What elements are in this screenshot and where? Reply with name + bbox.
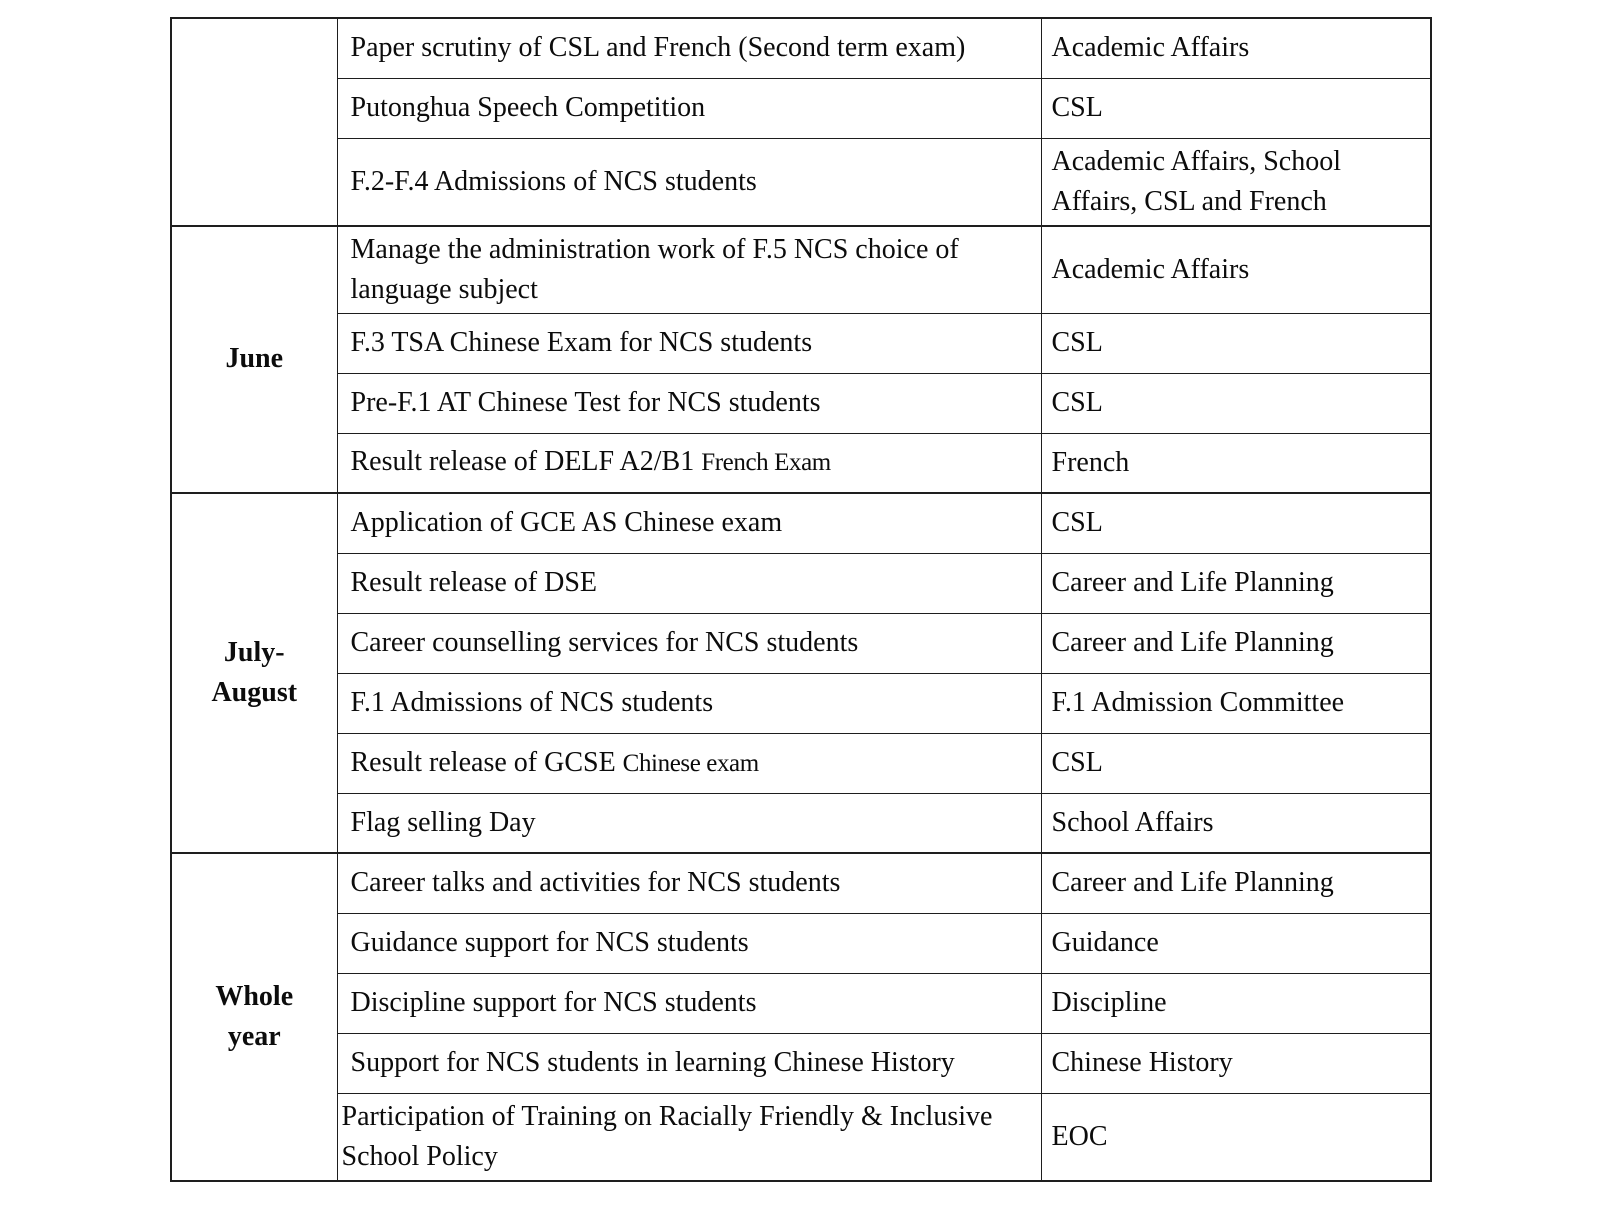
- task-text: F.3 TSA Chinese Exam for NCS students: [350, 327, 813, 358]
- task-text: Discipline support for NCS students: [350, 987, 757, 1018]
- task-cell: [337, 138, 1041, 226]
- task-cell: [337, 793, 1041, 853]
- task-text: Result release of DSE: [350, 567, 597, 598]
- responsible-cell: F.1 Admission Committee: [1041, 673, 1431, 733]
- month-cell: [171, 853, 337, 1181]
- task-text: Flag selling Day: [350, 806, 536, 838]
- calendar-table-body: [171, 18, 1431, 1181]
- task-cell: [337, 18, 1041, 78]
- task-cell: [337, 1033, 1041, 1093]
- responsible-cell: Career and Life Planning: [1041, 553, 1431, 613]
- task-text: Guidance support for NCS students: [350, 927, 749, 958]
- task-text: Result release of GCSE: [350, 746, 616, 778]
- task-cell: [337, 373, 1041, 433]
- table-row: [171, 613, 1431, 673]
- responsible-cell: Academic Affairs: [1041, 226, 1431, 314]
- table-row: [171, 373, 1431, 433]
- responsible-cell: Career and Life Planning: [1041, 613, 1431, 673]
- table-row: [171, 973, 1431, 1033]
- table-row: [171, 493, 1431, 553]
- task-text: Career talks and activities for NCS students: [350, 867, 841, 899]
- task-text: Paper scrutiny of CSL and French (Second term exam): [350, 32, 966, 64]
- responsible-cell: Discipline: [1041, 973, 1431, 1033]
- task-cell: [337, 973, 1041, 1033]
- task-cell: [337, 553, 1041, 613]
- task-cell: [337, 673, 1041, 733]
- task-cell: [337, 313, 1041, 373]
- table-row: [171, 226, 1431, 314]
- task-cell: [337, 913, 1041, 973]
- task-cell: [337, 1093, 1041, 1181]
- responsible-cell: Academic Affairs, School Affairs, CSL and French: [1041, 138, 1431, 226]
- task-cell: [337, 613, 1041, 673]
- responsible-cell: CSL: [1041, 78, 1431, 138]
- responsible-cell: CSL: [1041, 493, 1431, 553]
- responsible-cell: School Affairs: [1041, 793, 1431, 853]
- responsible-cell: Guidance: [1041, 913, 1431, 973]
- task-cell: [337, 433, 1041, 493]
- task-cell: [337, 733, 1041, 793]
- month-label: July-August: [211, 637, 298, 708]
- month-label: June: [225, 343, 284, 375]
- table-row: [171, 18, 1431, 78]
- table-row: [171, 673, 1431, 733]
- responsible-cell: EOC: [1041, 1093, 1431, 1181]
- table-row: [171, 433, 1431, 493]
- table-row: [171, 313, 1431, 373]
- task-text: Support for NCS students in learning Chinese History: [350, 1047, 955, 1078]
- task-text-alt: French Exam: [701, 449, 831, 477]
- responsible-cell: French: [1041, 433, 1431, 493]
- task-text: F.1 Admissions of NCS students: [350, 687, 714, 718]
- table-row: [171, 553, 1431, 613]
- month-label: Whole year: [215, 980, 294, 1052]
- table-row: [171, 913, 1431, 973]
- task-text: Pre-F.1 AT Chinese Test for NCS students: [350, 387, 821, 418]
- responsible-cell: CSL: [1041, 313, 1431, 373]
- table-row: [171, 138, 1431, 226]
- responsible-cell: Career and Life Planning: [1041, 853, 1431, 913]
- task-text: Participation of Training on Racially Friendly & Inclusive School Policy: [341, 1100, 993, 1172]
- responsible-cell: CSL: [1041, 373, 1431, 433]
- table-row: [171, 853, 1431, 913]
- school-calendar-table: [170, 17, 1432, 1182]
- task-cell: [337, 226, 1041, 314]
- task-text: Application of GCE AS Chinese exam: [350, 507, 783, 539]
- task-text: Manage the administration work of F.5 NCS choice of language subject: [350, 233, 959, 305]
- month-cell: [171, 493, 337, 853]
- table-row: [171, 733, 1431, 793]
- task-text: F.2-F.4 Admissions of NCS students: [350, 165, 757, 197]
- table-row: [171, 78, 1431, 138]
- task-text: Career counselling services for NCS students: [350, 627, 859, 658]
- table-row: [171, 793, 1431, 853]
- month-cell: [171, 226, 337, 494]
- responsible-cell: Chinese History: [1041, 1033, 1431, 1093]
- responsible-cell: Academic Affairs: [1041, 18, 1431, 78]
- task-cell: [337, 493, 1041, 553]
- table-row: [171, 1033, 1431, 1093]
- task-text: Putonghua Speech Competition: [350, 92, 706, 123]
- task-cell: [337, 78, 1041, 138]
- month-cell: [171, 18, 337, 226]
- responsible-cell: CSL: [1041, 733, 1431, 793]
- task-text: Result release of DELF A2/B1: [350, 446, 695, 478]
- task-text-alt: Chinese exam: [622, 749, 759, 777]
- table-row: [171, 1093, 1431, 1181]
- task-cell: [337, 853, 1041, 913]
